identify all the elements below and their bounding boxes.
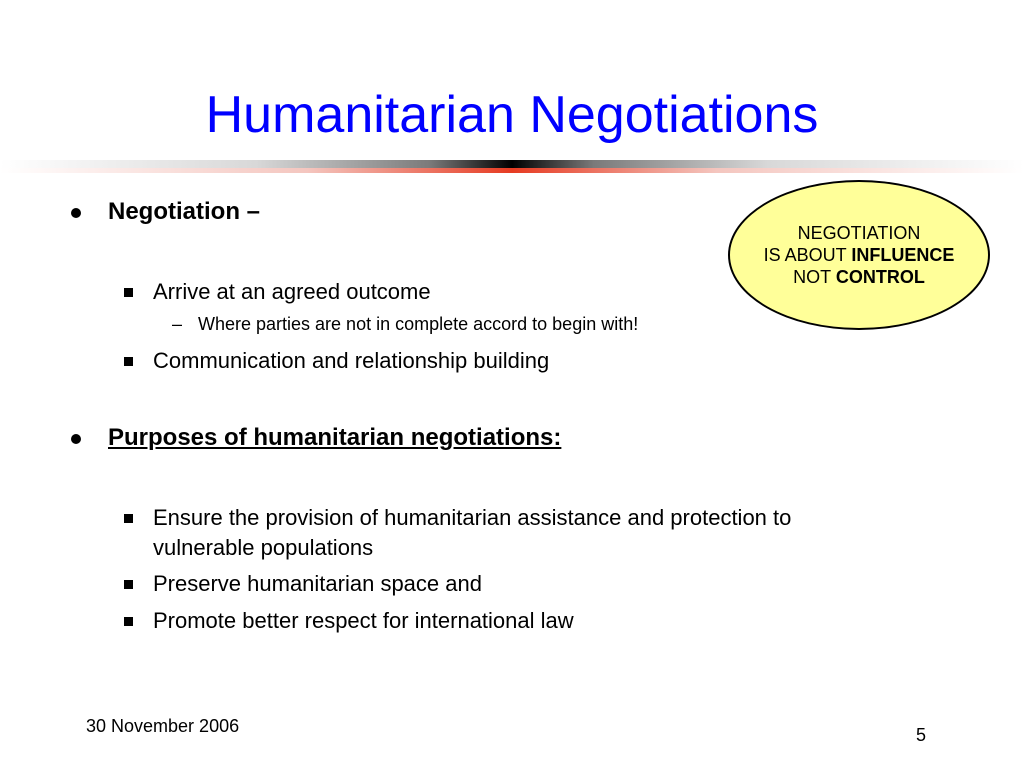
square-bullet-icon xyxy=(124,580,133,589)
callout-line-3 xyxy=(793,266,925,288)
footer-date: 30 November 2006 xyxy=(86,716,240,736)
callout-line-2 xyxy=(764,244,955,266)
callout-line-3-prefix: NOT xyxy=(793,267,836,287)
item-communication: Communication and relationship building xyxy=(153,348,550,373)
title-divider-accent xyxy=(0,168,1024,173)
subitem-parties: Where parties are not in complete accord to begin with! xyxy=(198,314,639,334)
bullet-negotiation: Negotiation – xyxy=(108,198,261,225)
square-bullet-icon xyxy=(124,514,133,523)
item-preserve-space: Preserve humanitarian space and xyxy=(153,571,482,596)
bullet-purposes: Purposes of humanitarian negotiations: xyxy=(108,424,562,451)
item-ensure-provision-line-2: vulnerable populations xyxy=(153,535,374,560)
callout-control: CONTROL xyxy=(835,267,925,287)
slide-title: Humanitarian Negotiations xyxy=(205,86,819,144)
callout-line-2-prefix: IS ABOUT xyxy=(763,245,852,265)
square-bullet-icon xyxy=(124,617,133,626)
callout-oval xyxy=(728,180,990,330)
item-ensure-provision-line-1: Ensure the provision of humanitarian assistance and protection to xyxy=(153,505,792,530)
page-number: 5 xyxy=(916,725,927,745)
bullet-dot-icon xyxy=(71,434,81,444)
callout-influence: INFLUENCE xyxy=(851,245,955,265)
callout-line-1: NEGOTIATION xyxy=(797,223,921,243)
dash-bullet-icon: – xyxy=(172,314,183,334)
item-promote-respect: Promote better respect for international law xyxy=(153,608,574,633)
bullet-dot-icon xyxy=(71,208,81,218)
item-arrive-outcome: Arrive at an agreed outcome xyxy=(153,279,431,304)
title-divider xyxy=(0,160,1024,168)
square-bullet-icon xyxy=(124,357,133,366)
square-bullet-icon xyxy=(124,288,133,297)
